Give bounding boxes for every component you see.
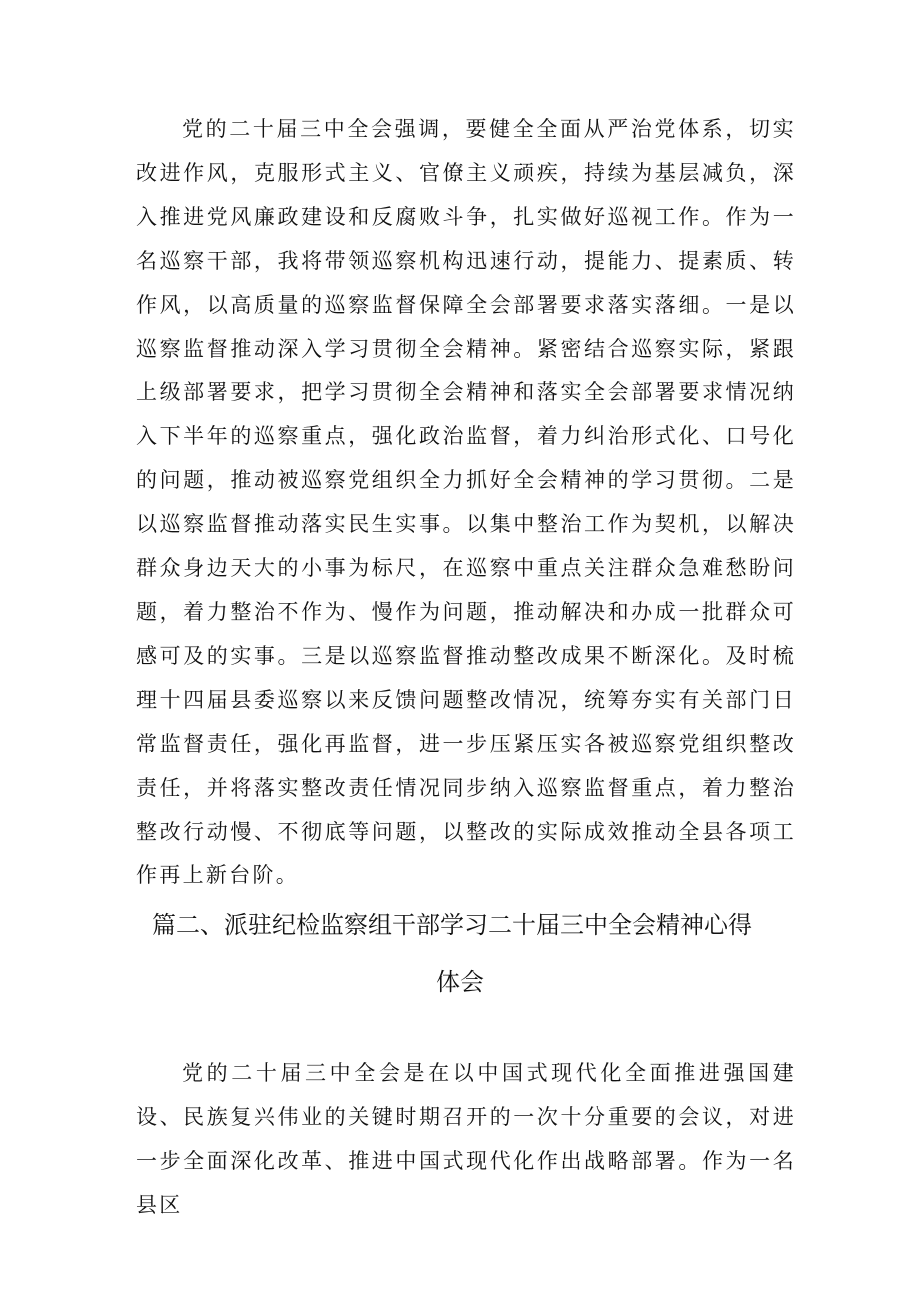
section-heading-line-2: 体会 [436,968,484,996]
section-heading-line-1: 篇二、派驻纪检监察组干部学习二十届三中全会精神心得 [152,911,752,939]
body-paragraph-2: 党的二十届三中全会是在以中国式现代化全面推进强国建设、民族复兴伟业的关键时期召开的一次十分重要的会议，对进一步全面深化改革、推进中国式现代化作出战略部署。作为一名县区 [136,1061,796,1217]
body-paragraph-1: 党的二十届三中全会强调，要健全全面从严治党体系，切实改进作风，克服形式主义、官僚主义顽疾，持续为基层减负，深入推进党风廉政建设和反腐败斗争，扎实做好巡视工作。作为一名巡察干部，我将带领巡察机构迅速行动，提能力、提素质、转作风，以高质量的巡察监督保障全会部署要求落实落细。一是以巡察监督推动深入学习贯彻全会精神。紧密结合巡察实际，紧跟上级部署要求，把学习贯彻全会精神和落实全会部署要求情况纳入下半年的巡察重点，强化政治监督，着力纠治形式化、口号化的问题，推动被巡察党组织全力抓好全会精神的学习贯彻。二是以巡察监督推动落实民生实事。以集中整治工作为契机，以解决群众身边天大的小事为标尺，在巡察中重点关注群众急难愁盼问题，着力整治不作为、慢作为问题，推动解决和办成一批群众可感可及的实事。三是以巡察监督推动整改成果不断深化。及时梳理十四届县委巡察以来反馈问题整改情况，统筹夯实有关部门日常监督责任，强化再监督，进一步压紧压实各被巡察党组织整改责任，并将落实整改责任情况同步纳入巡察监督重点，着力整治整改行动慢、不彻底等问题，以整改的实际成效推动全县各项工作再上新台阶。 [136,117,796,888]
